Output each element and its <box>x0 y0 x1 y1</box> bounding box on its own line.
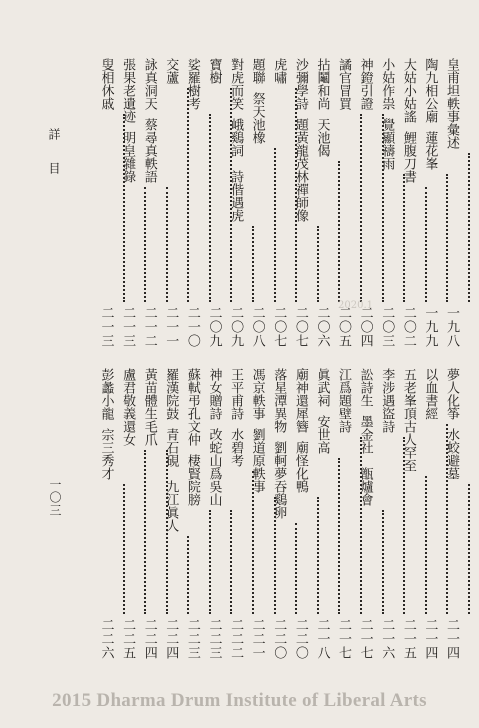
entry-title-group <box>224 58 246 222</box>
entry-subtitle: 改蛇山爲吳山 <box>206 428 222 506</box>
entry-title: 神鐙引證 <box>357 58 373 110</box>
entry-title-group <box>224 368 246 467</box>
toc-entry <box>95 368 117 660</box>
toc-entry <box>224 368 246 660</box>
entry-subtitle: 蔡尋真軼語 <box>141 118 157 183</box>
entry-title: 蘇軾弔孔文仲 <box>184 368 200 446</box>
entry-page-number: 二一五 <box>400 618 416 660</box>
leader-dots <box>166 187 168 302</box>
entry-title-group <box>419 368 441 420</box>
entry-title-group <box>95 58 117 110</box>
entry-title: 李涉遇盜詩 <box>379 368 395 433</box>
entry-page-number: 二一八 <box>314 618 330 660</box>
toc-entry <box>246 58 268 348</box>
entry-page-number: 二一三 <box>98 306 114 348</box>
page-number: 一〇三 <box>48 478 62 517</box>
toc-entry <box>289 368 311 660</box>
leader-dots <box>338 458 340 614</box>
toc-entry <box>95 58 117 348</box>
entry-title: 虎嘯 <box>271 58 287 84</box>
entry-page-number: 二二三 <box>206 618 222 660</box>
entry-title: 羅漢院鼓 <box>163 368 179 420</box>
entry-page-number: 二二四 <box>163 618 179 660</box>
entry-subtitle: 安世高 <box>314 415 330 454</box>
toc-entry <box>311 368 333 660</box>
entry-title-group <box>246 58 268 144</box>
leader-dots <box>123 484 125 614</box>
toc-entry <box>397 58 419 348</box>
entry-subtitle: 題黃龍茂林禪師像 <box>292 118 308 222</box>
leader-dots <box>252 226 254 302</box>
entry-title-group <box>138 58 160 183</box>
entry-title: 寶樹 <box>206 58 222 84</box>
leader-dots <box>382 510 384 614</box>
entry-subtitle: 青石硯 九江眞人 <box>163 428 179 532</box>
entry-title: 譎官冒買 <box>336 58 352 110</box>
toc-entry <box>376 58 398 348</box>
entry-title: 彭蠡小龍 <box>98 368 114 420</box>
entry-title: 交蘆 <box>163 58 179 84</box>
entry-page-number: 一九八 <box>444 306 459 348</box>
entry-subtitle: 峨鷄詞 詩偕遇虎 <box>228 118 244 222</box>
toc-entry <box>419 58 441 348</box>
leader-dots <box>338 161 340 302</box>
leader-dots <box>425 476 427 614</box>
entry-title: 陶九相公廟 <box>422 58 438 123</box>
toc-entry <box>138 368 160 660</box>
entry-page-number: 二二一 <box>249 618 265 660</box>
leader-dots <box>446 424 448 614</box>
leader-dots <box>360 114 362 302</box>
entry-page-number: 二一四 <box>444 618 459 660</box>
entry-title-group <box>117 368 139 446</box>
entry-page-number: 二一六 <box>379 618 395 660</box>
leader-dots <box>187 536 189 614</box>
entry-title-group <box>354 368 376 506</box>
toc-entry <box>268 58 290 348</box>
entry-page-number: 二〇七 <box>271 306 287 348</box>
entry-page-number: 二一七 <box>357 618 373 660</box>
entry-title-group <box>440 58 462 149</box>
entry-title: 沙彌學詩 <box>292 58 308 110</box>
entry-subtitle: 墨金社 甑爐會 <box>357 415 373 506</box>
entry-page-number: 二〇二 <box>400 306 416 348</box>
entry-title-group <box>311 368 333 454</box>
entry-page-number: 二一三 <box>120 306 136 348</box>
leader-dots <box>317 226 319 302</box>
leader-dots <box>209 510 211 614</box>
entry-page-number: 二二五 <box>120 618 136 660</box>
entry-page-number: 二二三 <box>184 618 200 660</box>
toc-bottom-section <box>72 368 462 660</box>
entry-subtitle: 宗三秀才 <box>98 428 114 480</box>
leader-dots <box>187 88 189 302</box>
entry-subtitle: 祭天池橡 <box>249 92 265 144</box>
entry-subtitle: 水碧考 <box>228 428 244 467</box>
leader-dots <box>468 484 470 614</box>
entry-page-number: 二一〇 <box>184 306 200 348</box>
entry-page-number: 二〇六 <box>314 306 330 348</box>
toc-entry <box>160 58 182 348</box>
entry-title-group <box>397 368 419 472</box>
entry-subtitle: 劉軻夢吞鷄卵 <box>271 441 287 519</box>
entry-title: 大姑小姑謠 <box>400 58 416 123</box>
entry-subtitle: 蓮花峯 <box>422 131 438 170</box>
entry-subtitle: 棲賢院膀 <box>184 454 200 506</box>
entry-page-number: 二一一 <box>163 306 179 348</box>
leader-dots <box>468 153 470 302</box>
toc-entry <box>419 368 441 660</box>
entry-title: 神女贈詩 <box>206 368 222 420</box>
entry-page-number: 二〇八 <box>249 306 265 348</box>
leader-dots <box>446 174 448 302</box>
entry-page-number: 二二〇 <box>271 618 287 660</box>
leader-dots <box>144 450 146 614</box>
entry-title: 江爲題壁詩 <box>336 368 352 433</box>
toc-top-section <box>72 58 462 348</box>
entry-subtitle: 覺顯禱雨 <box>379 118 395 170</box>
toc-entry <box>354 368 376 660</box>
entry-title-group <box>181 58 203 110</box>
entry-title-group <box>419 58 441 170</box>
toc-entry <box>203 368 225 660</box>
entry-page-number: 二〇三 <box>379 306 395 348</box>
entry-page-number: 二二六 <box>98 618 114 660</box>
entry-title: 夢人化筝 <box>444 368 459 420</box>
entry-title-group <box>160 58 182 84</box>
entry-title: 五老峯頂古人罕至 <box>400 368 416 472</box>
entry-title-group <box>203 58 225 84</box>
entry-title-group <box>376 58 398 170</box>
entry-title-group <box>397 58 419 183</box>
leader-dots <box>230 88 232 302</box>
entry-subtitle: 明皇雜錄 <box>120 131 136 183</box>
entry-title: 拈鬮和尚 <box>314 58 330 110</box>
entry-page-number: 二二〇 <box>292 618 308 660</box>
entry-subtitle: 天池偈 <box>314 118 330 157</box>
entry-subtitle: 劉道原軼事 <box>249 428 265 493</box>
leader-dots <box>274 497 276 614</box>
entry-title-group <box>332 58 354 110</box>
toc-entry <box>268 368 290 660</box>
toc-entry <box>311 58 333 348</box>
entry-title: 以血書經 <box>422 368 438 420</box>
running-title: 詳目 <box>47 128 61 196</box>
entry-title-group <box>332 368 354 433</box>
entry-title-group <box>440 368 462 480</box>
entry-title: 皇甫坦軼事彙述 <box>444 58 459 149</box>
leader-dots <box>123 114 125 302</box>
entry-title-group <box>181 368 203 506</box>
leader-dots <box>382 114 384 302</box>
entry-title-group <box>268 58 290 84</box>
entry-subtitle: 鯉腹刀書 <box>400 131 416 183</box>
watermark: 2015 Dharma Drum Institute of Liberal Arts <box>52 690 427 711</box>
faint-stamp: 2020.1 <box>338 300 373 311</box>
entry-title: 王平甫詩 <box>228 368 244 420</box>
leader-dots <box>403 174 405 302</box>
entry-title-group <box>203 368 225 506</box>
leader-dots <box>425 187 427 302</box>
entry-page-number: 二〇五 <box>336 306 352 348</box>
entry-title-group <box>246 368 268 493</box>
toc-bottom-columns <box>72 368 462 660</box>
entry-title-group <box>354 58 376 110</box>
toc-entry <box>181 368 203 660</box>
toc-top-columns <box>72 58 462 348</box>
entry-page-number: 二一四 <box>422 618 438 660</box>
leader-dots <box>360 437 362 614</box>
toc-entry <box>440 368 462 660</box>
toc-entry <box>117 368 139 660</box>
entry-title: 娑羅樹考 <box>184 58 200 110</box>
entry-title-group <box>138 368 160 446</box>
entry-title: 題聯 <box>249 58 265 84</box>
leader-dots <box>144 187 146 302</box>
entry-page-number: 一九九 <box>422 306 438 348</box>
entry-subtitle: 廟怪化鴨 <box>292 441 308 493</box>
entry-subtitle: 水蛟避墓 <box>444 428 459 480</box>
leader-dots <box>274 148 276 302</box>
entry-page-number: 二二二 <box>228 618 244 660</box>
entry-title-group <box>311 58 333 157</box>
leader-dots <box>317 497 319 614</box>
toc-entry <box>224 58 246 348</box>
entry-title: 詠真洞天 <box>141 58 157 110</box>
toc-entry <box>440 58 462 348</box>
toc-entry <box>332 368 354 660</box>
toc-entry <box>376 368 398 660</box>
entry-title-group <box>376 368 398 433</box>
entry-page-number: 二〇九 <box>206 306 222 348</box>
entry-page-number: 二二四 <box>141 618 157 660</box>
entry-page-number: 二〇七 <box>292 306 308 348</box>
entry-page-number: 二〇九 <box>228 306 244 348</box>
entry-page-number: 二一七 <box>336 618 352 660</box>
toc-entry <box>160 368 182 660</box>
leader-dots <box>295 523 297 614</box>
entry-page-number: 二〇四 <box>357 306 373 348</box>
leader-dots <box>295 88 297 302</box>
entry-title: 叟相休戚 <box>98 58 114 110</box>
entry-title-group <box>289 368 311 493</box>
entry-title: 小姑作祟 <box>379 58 395 110</box>
leader-dots <box>403 437 405 614</box>
toc-entry <box>289 58 311 348</box>
toc-entry <box>203 58 225 348</box>
toc-entry <box>181 58 203 348</box>
entry-title: 對虎而笑 <box>228 58 244 110</box>
leader-dots <box>230 510 232 614</box>
leader-dots <box>252 471 254 614</box>
entry-title-group <box>117 58 139 183</box>
entry-title-group <box>160 368 182 532</box>
toc-entry <box>246 368 268 660</box>
entry-title: 黃苗體生毛爪 <box>141 368 157 446</box>
entry-title: 眞武祠 <box>314 368 330 407</box>
toc-entry <box>138 58 160 348</box>
leader-dots <box>209 114 211 302</box>
entry-title: 落星潭異物 <box>271 368 287 433</box>
entry-page-number: 二一二 <box>141 306 157 348</box>
entry-title: 盧君敬義還女 <box>120 368 136 446</box>
entry-title-group <box>268 368 290 519</box>
leader-dots <box>166 450 168 614</box>
entry-title: 馮京軼事 <box>249 368 265 420</box>
entry-title: 訟詩生 <box>357 368 373 407</box>
entry-title-group <box>289 58 311 222</box>
toc-entry <box>397 368 419 660</box>
toc-entry <box>117 58 139 348</box>
entry-title: 張果老遺迹 <box>120 58 136 123</box>
entry-title: 廟神還犀簪 <box>292 368 308 433</box>
entry-title-group <box>95 368 117 480</box>
